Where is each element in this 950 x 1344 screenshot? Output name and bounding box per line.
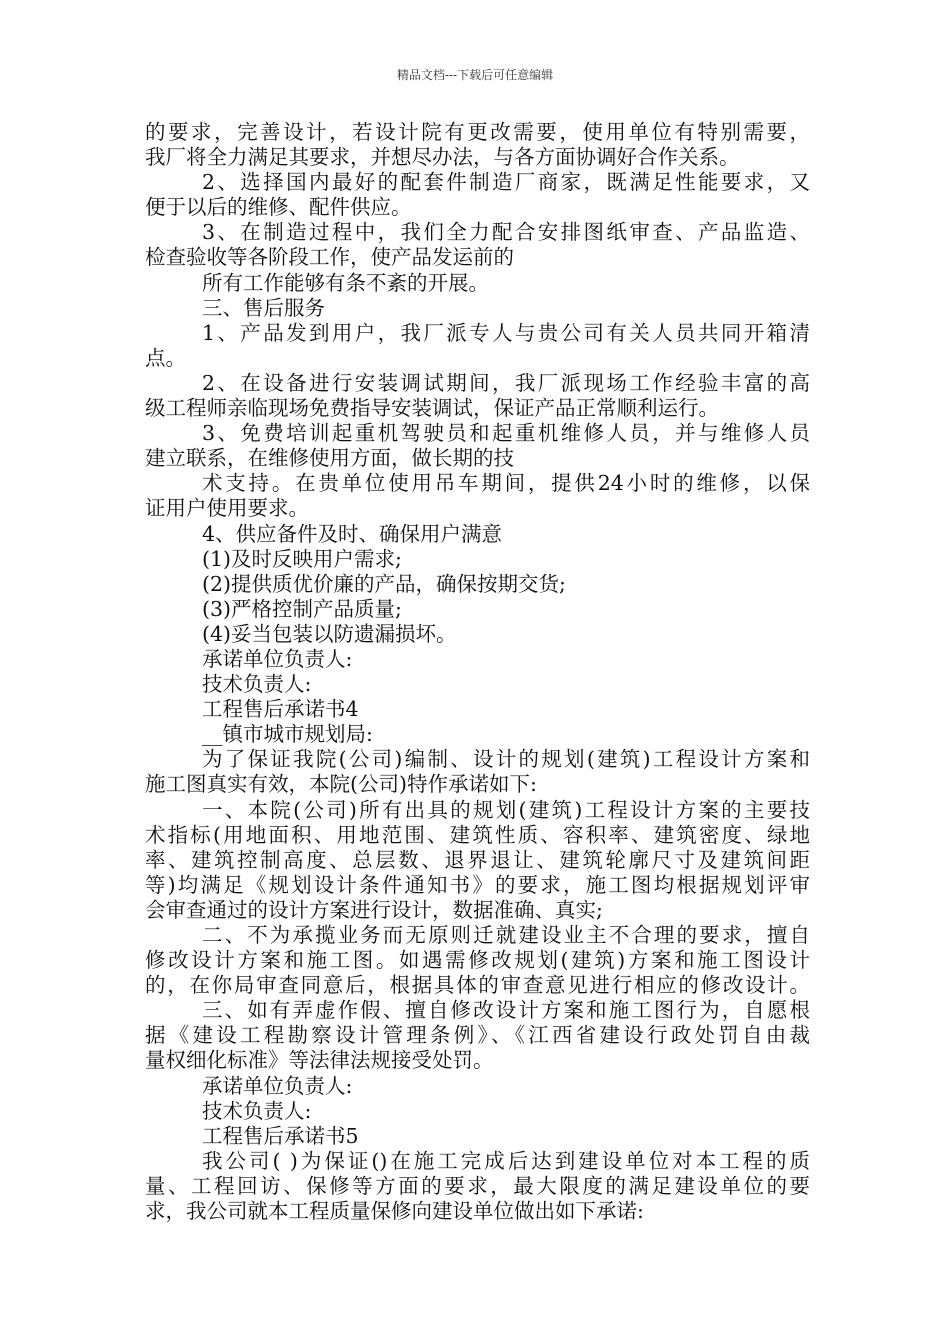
text-line: 等)均满足《规划设计条件通知书》的要求，施工图均根据规划评审 — [145, 872, 810, 897]
text-line: 3、免费培训起重机驾驶员和起重机维修人员，并与维修人员 — [202, 421, 810, 446]
text-line: 二、不为承揽业务而无原则迁就建设业主不合理的要求，擅自 — [202, 923, 810, 947]
text-line: 工程售后承诺书4 — [202, 697, 359, 722]
text-line: 为了保证我院(公司)编制、设计的规划(建筑)工程设计方案和 — [202, 747, 810, 772]
text-line: 级工程师亲临现场免费指导安装调试，保证产品正常顺利运行。 — [145, 396, 719, 421]
text-line: 施工图真实有效，本院(公司)特作承诺如下: — [145, 772, 537, 797]
text-line: 点。 — [145, 345, 186, 370]
text-line: 三、售后服务 — [202, 295, 325, 320]
page-header: 精品文档---下载后可任意编辑 — [396, 68, 554, 82]
text-line: 便于以后的维修、配件供应。 — [145, 195, 412, 220]
text-line: 承诺单位负责人: — [202, 646, 353, 671]
text-line: 4、供应备件及时、确保用户满意 — [202, 521, 503, 546]
text-line: (2)提供质优价廉的产品，确保按期交货; — [202, 571, 566, 596]
text-line: 会审查通过的设计方案进行设计，数据准确、真实; — [145, 897, 603, 922]
text-line: 的要求，完善设计，若设计院有更改需要，使用单位有特别需要， — [145, 120, 810, 144]
text-line: 量、工程回访、保修等方面的要求，最大限度的满足建设单位的要 — [145, 1173, 810, 1198]
text-line: 技术负责人: — [202, 672, 312, 697]
text-line: 1、产品发到用户，我厂派专人与贵公司有关人员共同开箱清 — [202, 320, 810, 345]
text-line: 术指标(用地面积、用地范围、建筑性质、容积率、建筑密度、绿地 — [145, 822, 810, 847]
text-line: 证用户使用要求。 — [145, 496, 309, 521]
text-line: 2、在设备进行安装调试期间，我厂派现场工作经验丰富的高 — [202, 370, 810, 395]
text-line: 的，在你局审查同意后，根据具体的审查意见进行相应的修改设计。 — [145, 973, 810, 998]
text-line: 量权细化标准》等法律法规接受处罚。 — [145, 1048, 494, 1073]
text-line: 据《建设工程勘察设计管理条例》、《江西省建设行政处罚自由裁 — [145, 1023, 810, 1048]
text-line: (3)严格控制产品质量; — [202, 596, 402, 621]
text-line: 工程售后承诺书5 — [202, 1123, 359, 1148]
text-line: 率、建筑控制高度、总层数、退界退让、建筑轮廓尺寸及建筑间距 — [145, 847, 810, 872]
document-body — [145, 120, 810, 1224]
text-line: 我厂将全力满足其要求，并想尽办法，与各方面协调好合作关系。 — [145, 145, 740, 170]
text-line: 2、选择国内最好的配套件制造厂商家，既满足性能要求，又 — [202, 170, 810, 195]
text-line: 承诺单位负责人: — [202, 1073, 353, 1098]
text-line: (1)及时反映用户需求; — [202, 546, 402, 571]
text-line: 建立联系，在维修使用方面，做长期的技 — [145, 446, 514, 471]
text-line: 所有工作能够有条不紊的开展。 — [202, 270, 489, 295]
text-line: 检查验收等各阶段工作，使产品发运前的 — [145, 245, 514, 270]
text-line: (4)妥当包装以防遗漏损坏。 — [202, 621, 457, 646]
text-line: 修改设计方案和施工图。如遇需修改规划(建筑)方案和施工图设计 — [145, 948, 810, 973]
text-line: 求，我公司就本工程质量保修向建设单位做出如下承诺: — [145, 1199, 644, 1224]
text-line: 术支持。在贵单位使用吊车期间，提供24小时的维修，以保 — [202, 471, 810, 496]
text-line: 三、如有弄虚作假、擅自修改设计方案和施工图行为，自愿根 — [202, 998, 810, 1023]
text-line: __镇市城市规划局: — [202, 722, 373, 747]
text-line: 一、本院(公司)所有出具的规划(建筑)工程设计方案的主要技 — [202, 797, 810, 822]
text-line: 技术负责人: — [202, 1098, 312, 1123]
text-line: 我公司( )为保证()在施工完成后达到建设单位对本工程的质 — [202, 1148, 810, 1173]
text-line: 3、在制造过程中，我们全力配合安排图纸审查、产品监造、 — [202, 220, 810, 245]
